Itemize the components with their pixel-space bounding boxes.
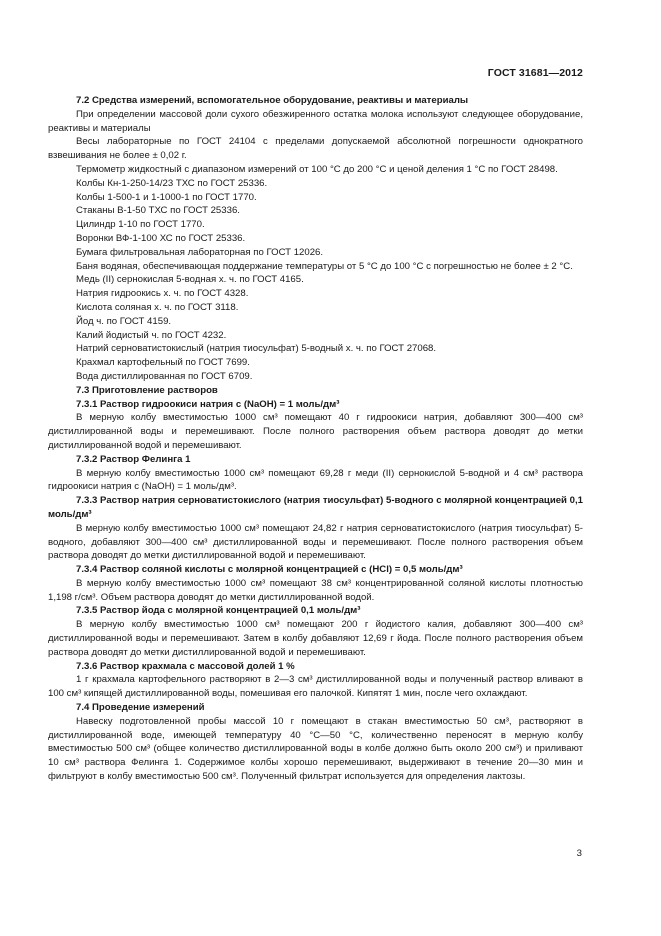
subsection-7-3-4-text: В мерную колбу вместимостью 1000 см³ помещают 38 см³ концентрированной соляной кислоты плотностью 1,198 г/см³. Объем раствора доводят до метки дистиллированной водой. <box>48 577 583 603</box>
reagent-item: Медь (II) сернокислая 5-водная х. ч. по ГОСТ 4165. <box>76 274 304 286</box>
equipment-item: Колбы 1-500-1 и 1-1000-1 по ГОСТ 1770. <box>76 191 257 203</box>
subsection-7-3-3-text: В мерную колбу вместимостью 1000 см³ помещают 24,82 г натрия серноватистокислого (натрия тиосульфат) 5-водного, добавляют 300—400 см³ дистиллированной воды и перемешивают. После полного растворения объем раствора доводят до метки дистиллированной водой и перемешивают. <box>48 522 583 562</box>
reagent-item: Калий йодистый ч. по ГОСТ 4232. <box>76 329 227 341</box>
page-number: 3 <box>576 848 582 859</box>
equipment-item: Бумага фильтровальная лабораторная по ГОСТ 12026. <box>76 246 324 258</box>
subsection-7-3-2-heading: 7.3.2 Раствор Фелинга 1 <box>76 453 191 465</box>
equipment-item: Воронки ВФ-1-100 ХС по ГОСТ 25336. <box>76 232 246 244</box>
subsection-7-3-1-text: В мерную колбу вместимостью 1000 см³ помещают 40 г гидроокиси натрия, добавляют 300—400 см³ дистиллированной воды и перемешивают. После полного растворения объем раствора доводят до метки дистиллированной водой и перемешивают. <box>48 412 583 451</box>
section-7-4-heading: 7.4 Проведение измерений <box>76 702 205 714</box>
subsection-7-3-5-heading: 7.3.5 Раствор йода с молярной концентрацией 0,1 моль/дм³ <box>76 605 361 617</box>
subsection-7-3-6-text: 1 г крахмала картофельного растворяют в 2—3 см³ дистиллированной воды и полученный раствор вливают в 100 см³ кипящей дистиллированной воды, помешивая его палочкой. Кипятят 1 мин, после чего охлаждают. <box>48 674 583 700</box>
subsection-7-3-1-heading: 7.3.1 Раствор гидроокиси натрия с (NaOH) = 1 моль/дм³ <box>76 398 340 410</box>
subsection-7-3-5-text: В мерную колбу вместимостью 1000 см³ помещают 200 г йодистого калия, добавляют 300—400 см³ дистиллированной воды и перемешивают. Затем в колбу добавляют 12,69 г йода. После полного растворения объем раствора доводят до метки дистиллированной водой и перемешивают. <box>48 619 583 658</box>
equipment-item: Цилиндр 1-10 по ГОСТ 1770. <box>76 219 205 231</box>
subsection-7-3-4-heading: 7.3.4 Раствор соляной кислоты с молярной концентрацией с (HCl) = 0,5 моль/дм³ <box>76 564 463 576</box>
standard-code: ГОСТ 31681—2012 <box>487 67 583 79</box>
section-7-2-intro: При определении массовой доли сухого обезжиренного остатка молока используют следующее оборудование, реактивы и материалы <box>48 108 583 134</box>
section-7-3-heading: 7.3 Приготовление растворов <box>76 384 218 396</box>
equipment-item: Стаканы В-1-50 ТХС по ГОСТ 25336. <box>76 205 240 217</box>
reagent-item: Вода дистиллированная по ГОСТ 6709. <box>76 370 253 382</box>
subsection-7-3-2-text: В мерную колбу вместимостью 1000 см³ помещают 69,28 г меди (II) сернокислой 5-водной и 4 см³ раствора гидроокиси натрия с (NaOH) = 1 моль/дм³. <box>48 467 583 493</box>
water-bath-paragraph: Баня водяная, обеспечивающая поддержание температуры от 5 °С до 100 °С с погрешностью не более ± 2 °С. <box>76 260 573 272</box>
reagent-item: Крахмал картофельный по ГОСТ 7699. <box>76 357 250 369</box>
page-content <box>48 94 583 784</box>
scales-paragraph: Весы лабораторные по ГОСТ 24104 с пределами допускаемой абсолютной погрешности однократного взвешивания не более ± 0,02 г. <box>48 136 583 162</box>
reagent-item: Натрий серноватистокислый (натрия тиосульфат) 5-водный х. ч. по ГОСТ 27068. <box>76 343 437 355</box>
thermometer-paragraph: Термометр жидкостный с диапазоном измерений от 100 °С до 200 °С и ценой деления 1 °С по ГОСТ 28498. <box>76 163 558 175</box>
section-7-4-text: Навеску подготовленной пробы массой 10 г помещают в стакан вместимостью 50 см³, растворяют в дистиллированной воде, имеющей температуру 40 °С—50 °С, количественно переносят в мерную колбу вместимостью 500 см³ (общее количество дистиллированной воды в колбе должно быть около 200 см³) и приливают 10 см³ раствора Фелинга 1. Содержимое колбы хорошо перемешивают, выдерживают в течение 20—30 мин и фильтруют в колбу вместимостью 500 см³. Полученный фильтрат используется для определения лактозы. <box>48 715 583 783</box>
subsection-7-3-6-heading: 7.3.6 Раствор крахмала с массовой долей 1 % <box>76 660 295 672</box>
subsection-7-3-3-heading: 7.3.3 Раствор натрия серноватистокислого (натрия тиосульфат) 5-водного с молярной концентрацией 0,1 моль/дм³ <box>48 495 583 520</box>
section-7-2-heading: 7.2 Средства измерений, вспомогательное оборудование, реактивы и материалы <box>76 95 469 106</box>
reagent-item: Натрия гидроокись х. ч. по ГОСТ 4328. <box>76 288 249 300</box>
reagent-item: Кислота соляная х. ч. по ГОСТ 3118. <box>76 301 239 313</box>
equipment-item: Колбы Кн-1-250-14/23 ТХС по ГОСТ 25336. <box>76 177 268 189</box>
reagent-item: Йод ч. по ГОСТ 4159. <box>76 315 172 327</box>
